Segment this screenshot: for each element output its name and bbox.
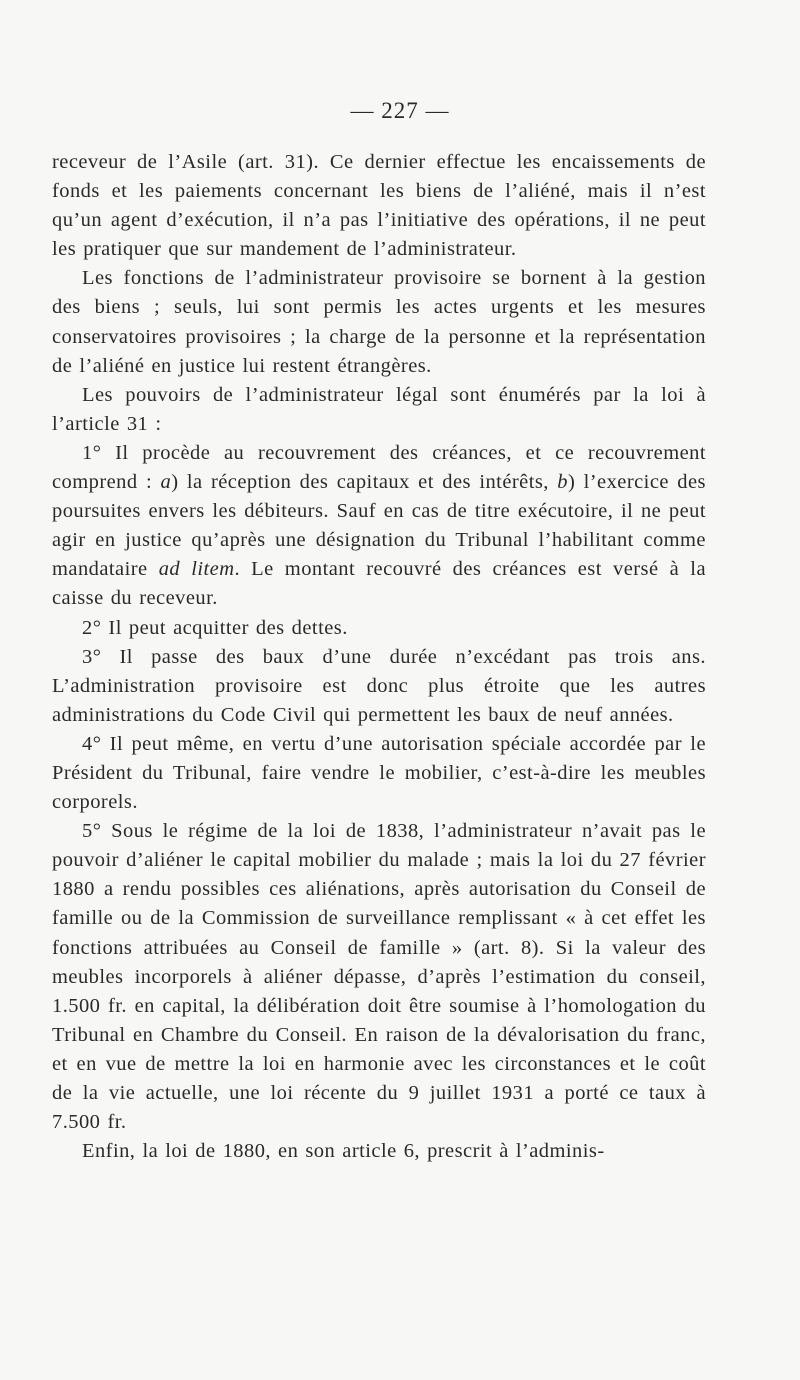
paragraph-item-3: 3° Il passe des baux d’une durée n’excédant pas trois ans. L’administration provisoire est donc plus étroite que les autres administrations du Code Civil qui permettent les baux de neuf années. [52,645,706,726]
paragraph-continuation: receveur de l’Asile (art. 31). Ce dernier effectue les encaissements de fonds et les paiements concernant les biens de l’aliéné, mais il n’est qu’un agent d’exécution, il n’a pas l’initiative des opérations, il ne peut les pratiquer que sur mandement de l’administrateur. [52,151,706,261]
paragraph-enfin: Enfin, la loi de 1880, en son article 6, prescrit à l’adminis- [82,1140,605,1163]
body-text [52,148,706,1166]
page-number: — 227 — [350,98,450,123]
item-1-text: . Le montant recouvré des créances est versé à la caisse du receveur. [52,558,706,610]
paragraph-fonctions: Les fonctions de l’administrateur provisoire se bornent à la gestion des biens ; seuls, lui sont permis les actes urgents et les mesures conservatoires provisoires ; la charge de la personne et la représentation de l’aliéné en justice lui restent étrangères. [52,267,706,377]
item-1-ad-litem: ad litem [158,558,235,581]
paragraph-item-1 [52,439,706,614]
item-1-letter-b: b [557,471,568,494]
item-1-text: ) l’exercice des poursuites envers les débiteurs. Sauf en cas de titre exécutoire, il ne peut agir en justice qu’après une désignation du Tribunal l’habilitant comme mandataire [52,471,706,581]
paragraph-item-2: 2° Il peut acquitter des dettes. [82,616,348,639]
paragraph-item-5: 5° Sous le régime de la loi de 1838, l’administrateur n’avait pas le pouvoir d’aliéner le capital mobilier du malade ; mais la loi du 27 février 1880 a rendu possibles ces aliénations, après autorisation du Conseil de famille ou de la Commission de surveillance remplissant « à cet effet les fonctions attribuées au Conseil de famille » (art. 8). Si la valeur des meubles incorporels à aliéner dépasse, d’après l’estimation du conseil, 1.500 fr. en capital, la délibération doit être soumise à l’homologation du Tribunal en Chambre du Conseil. En raison de la dévalorisation du franc, et en vue de mettre la loi en harmonie avec les circonstances et le coût de la vie actuelle, une loi récente du 9 juillet 1931 a porté ce taux à 7.500 fr. [52,820,706,1134]
paragraph-item-4: 4° Il peut même, en vertu d’une autorisation spéciale accordée par le Président du Tribunal, faire vendre le mobilier, c’est-à-dire les meubles corporels. [52,732,706,814]
item-1-text: 1° Il procède au recouvrement des créances, et ce recouvrement comprend : [52,441,706,494]
paragraph-pouvoirs: Les pouvoirs de l’administrateur légal sont énumérés par la loi à l’article 31 : [52,383,706,435]
item-1-letter-a: a [160,471,172,494]
item-1-text: ) la réception des capitaux et des intérêts, [171,471,558,494]
